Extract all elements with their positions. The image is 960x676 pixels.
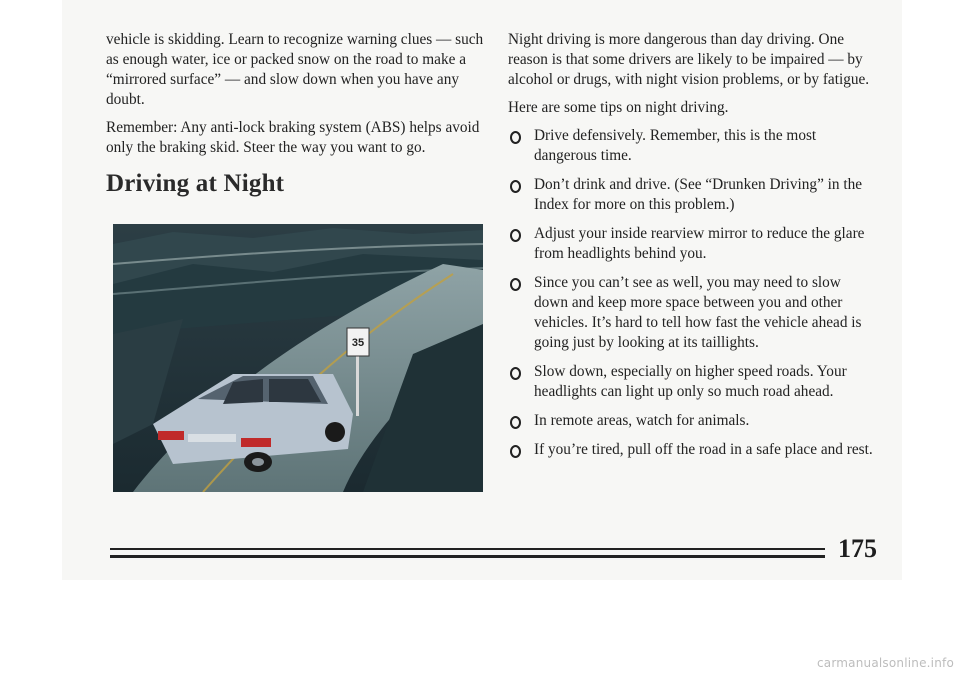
list-item (508, 411, 876, 431)
list-item (508, 440, 876, 460)
night-driving-tips-list (508, 126, 876, 460)
night-driving-illustration (113, 224, 483, 492)
skid-warning-paragraph: vehicle is skidding. Learn to recognize warning clues — such as enough water, ice or packed snow on the road to make a “mirrored surface” — and slow down when you have any doubt. (106, 31, 484, 108)
bullet-icon (510, 278, 521, 291)
list-item (508, 126, 876, 166)
bullet-icon (510, 416, 521, 429)
tip-text: Slow down, especially on higher speed roads. Your headlights can light up only so much road ahead. (534, 363, 847, 400)
list-item (508, 224, 876, 264)
watermark[interactable]: carmanualsonline.info (817, 656, 954, 670)
footer-rule-thin (110, 548, 825, 550)
left-column (106, 30, 484, 198)
bullet-icon (510, 445, 521, 458)
tips-intro: Here are some tips on night driving. (508, 99, 729, 116)
list-item (508, 175, 876, 215)
tip-text: Since you can’t see as well, you may need to slow down and keep more space between you and other vehicles. It’s hard to tell how fast the vehicle ahead is going just by looking at its taillights. (534, 274, 862, 351)
bullet-icon (510, 131, 521, 144)
tip-text: In remote areas, watch for animals. (534, 412, 750, 429)
night-road-scene (113, 224, 483, 492)
section-heading: Driving at Night (106, 170, 285, 197)
footer-rule-thick (110, 555, 825, 558)
bullet-icon (510, 367, 521, 380)
abs-paragraph: Remember: Any anti-lock braking system (ABS) helps avoid only the braking skid. Steer the way you want to go. (106, 119, 480, 156)
tip-text: Drive defensively. Remember, this is the most dangerous time. (534, 127, 817, 164)
bullet-icon (510, 180, 521, 193)
page-number: 175 (838, 534, 877, 563)
tip-text: If you’re tired, pull off the road in a safe place and rest. (534, 441, 873, 458)
tip-text: Don’t drink and drive. (See “Drunken Driving” in the Index for more on this problem.) (534, 176, 863, 213)
bullet-icon (510, 229, 521, 242)
tip-text: Adjust your inside rearview mirror to reduce the glare from headlights behind you. (534, 225, 865, 262)
footer-rule (110, 548, 825, 562)
speed-sign-label: 35 (351, 337, 365, 349)
right-column (508, 30, 876, 469)
list-item (508, 362, 876, 402)
night-danger-paragraph: Night driving is more dangerous than day driving. One reason is that some drivers are likely to be impaired — by alcohol or drugs, with night vision problems, or by fatigue. (508, 31, 870, 88)
list-item (508, 273, 876, 353)
